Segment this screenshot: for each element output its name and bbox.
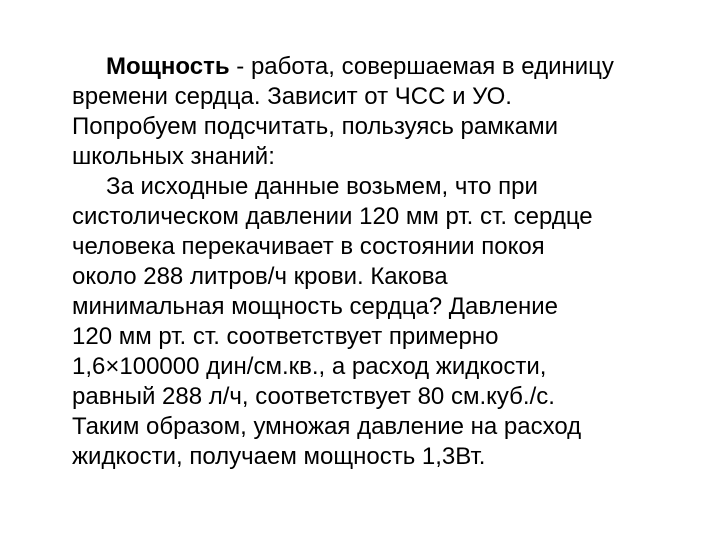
- text-line: жидкости, получаем мощность 1,3Вт.: [72, 443, 486, 470]
- text-line: около 288 литров/ч крови. Какова: [72, 263, 448, 290]
- text-line: равный 288 л/ч, соответствует 80 см.куб./с.: [72, 383, 555, 410]
- paragraph-calculation: [72, 172, 692, 472]
- paragraph-definition: [72, 52, 692, 172]
- text-line: Таким образом, умножая давление на расход: [72, 413, 582, 440]
- text-line: систолическом давлении 120 мм рт. ст. сердце: [72, 203, 593, 230]
- text-line: За исходные данные возьмем, что при: [106, 173, 538, 200]
- text-line: минимальная мощность сердца? Давление: [72, 293, 558, 320]
- text-line: 1,6×100000 дин/см.кв., а расход жидкости,: [72, 353, 547, 380]
- definition-text: - работа, совершаемая в единицу: [229, 53, 614, 80]
- text-line: 120 мм рт. ст. соответствует примерно: [72, 323, 499, 350]
- text-line: времени сердца. Зависит от ЧСС и УО.: [72, 83, 512, 110]
- text-line: Попробуем подсчитать, пользуясь рамками: [72, 113, 559, 140]
- text-body: [72, 52, 692, 472]
- term-power: Мощность: [106, 53, 230, 80]
- text-line: школьных знаний:: [72, 143, 275, 170]
- text-line: [72, 52, 692, 82]
- text-line: человека перекачивает в состоянии покоя: [72, 233, 545, 260]
